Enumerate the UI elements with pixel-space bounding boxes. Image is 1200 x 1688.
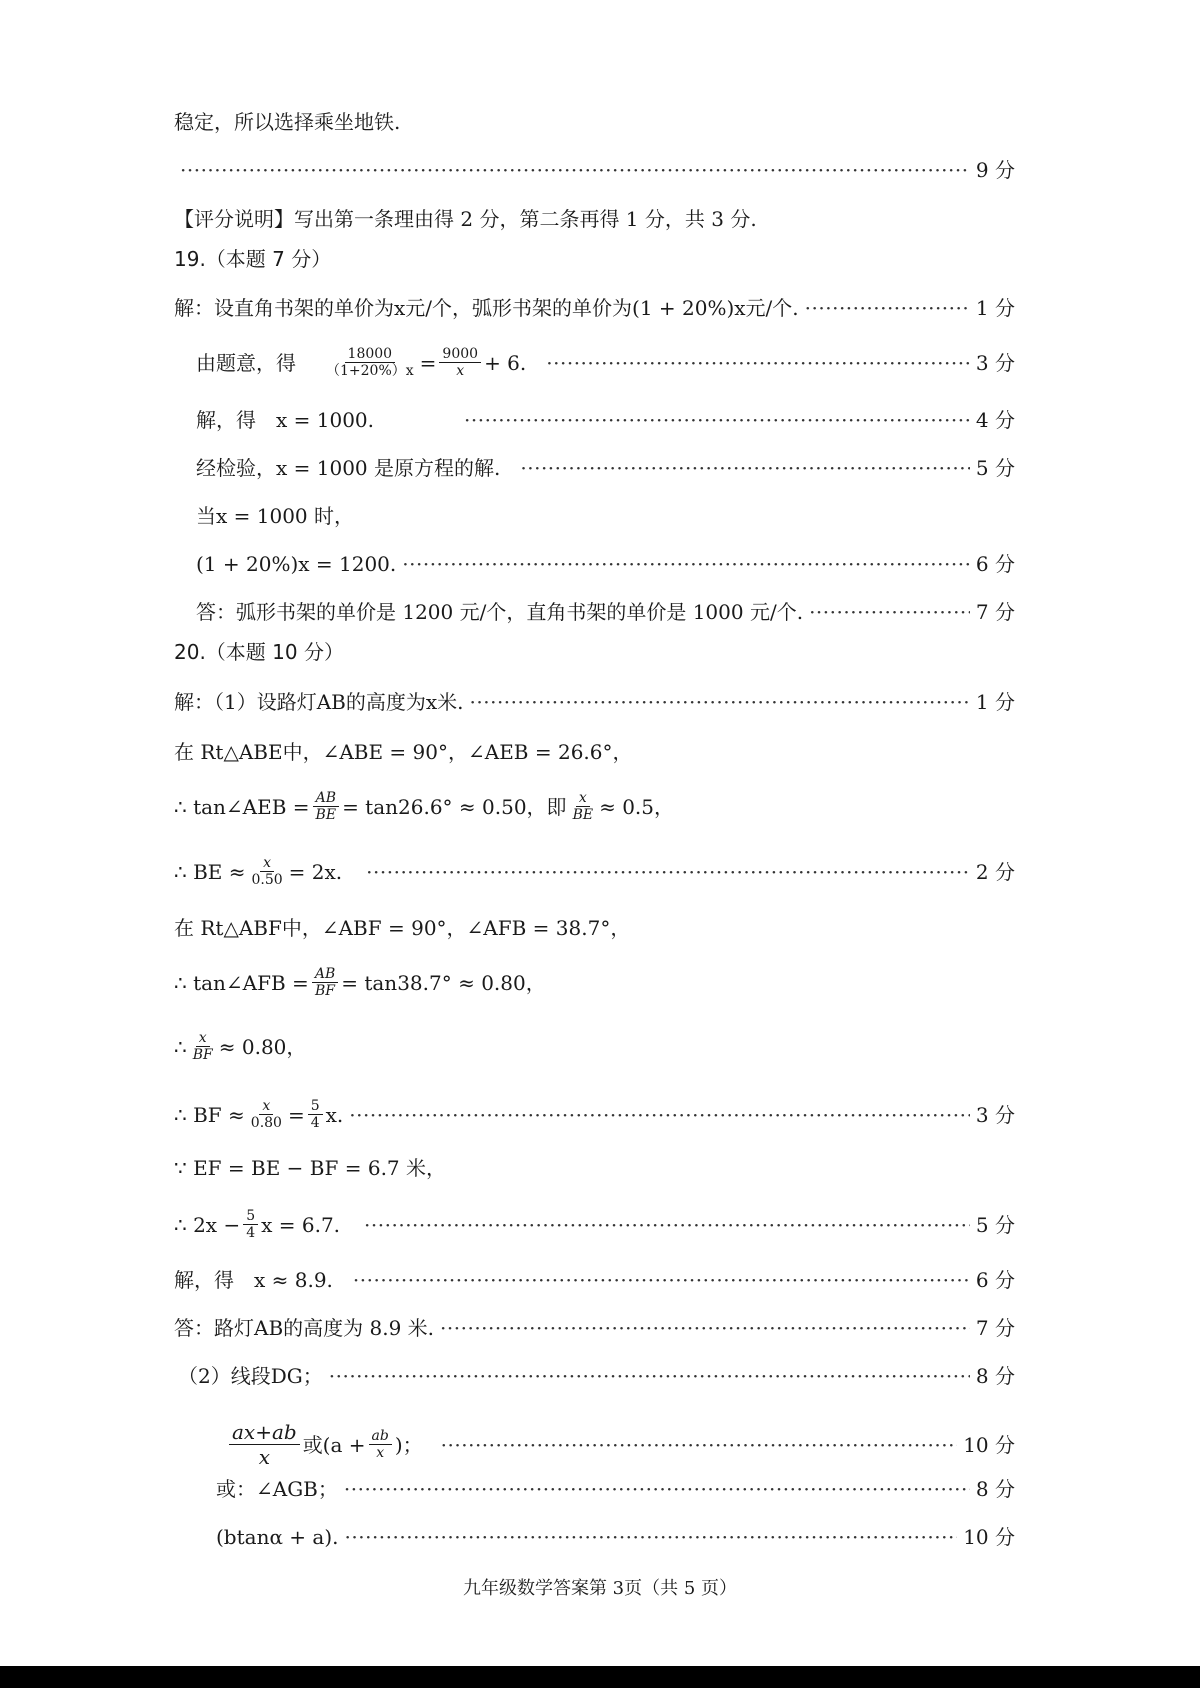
score: 7 分 — [975, 600, 1015, 624]
q20-step-11 — [174, 1266, 1015, 1294]
fraction — [369, 1428, 392, 1461]
step-text: 或：∠AGB； — [216, 1477, 338, 1501]
leader-dots — [470, 688, 970, 716]
leader-dots — [809, 598, 970, 626]
q19-step-5: 当x = 1000 时， — [196, 504, 355, 528]
step-text: 由题意，得 — [196, 350, 296, 375]
step-text: ∴ tan∠AFB = — [174, 970, 309, 995]
leader-dots — [464, 406, 970, 434]
numerator: x — [259, 1098, 273, 1115]
step-text: ∴ 2x − — [174, 1212, 241, 1237]
step-text: （2）线段DG； — [178, 1364, 323, 1388]
score: 8 分 — [975, 1364, 1015, 1388]
step-text: ∴ BF ≈ — [174, 1102, 245, 1127]
q20-answer — [174, 1314, 1015, 1342]
score: 6 分 — [975, 552, 1015, 576]
fraction — [570, 790, 597, 823]
q20-step-8 — [174, 1098, 1015, 1131]
numerator: x — [576, 790, 590, 807]
step-text: )； — [394, 1432, 423, 1457]
denominator: 4 — [310, 1115, 320, 1131]
score: 8 分 — [975, 1477, 1015, 1501]
leader-dots — [345, 1523, 958, 1551]
q20-part2-alt-expr — [216, 1523, 1015, 1551]
leader-dots — [364, 1211, 970, 1239]
q20-step-4 — [174, 855, 1015, 888]
fraction — [313, 790, 340, 823]
question-19-title: 19.（本题 7 分） — [174, 247, 332, 271]
leader-dots — [546, 349, 970, 377]
q20-step-5: 在 Rt△ABF中，∠ABF = 90°，∠AFB = 38.7°， — [174, 916, 631, 940]
denominator: 0.80 — [250, 1115, 282, 1131]
denominator: BF — [315, 983, 336, 999]
q20-step-9: ∵ EF = BE − BF = 6.7 米， — [174, 1156, 447, 1180]
scoring-note: 【评分说明】写出第一条理由得 2 分，第二条再得 1 分，共 3 分. — [174, 207, 757, 231]
step-text: 解，得 x ≈ 8.9. — [174, 1268, 333, 1292]
step-text: ∴ — [174, 1034, 187, 1059]
step-text: 答：弧形书架的单价是 1200 元/个，直角书架的单价是 1000 元/个. — [196, 600, 804, 624]
denominator: x — [456, 363, 465, 379]
bottom-bar — [0, 1666, 1200, 1688]
score: 10 分 — [963, 1432, 1015, 1457]
step-text: 经检验，x = 1000 是原方程的解. — [196, 456, 501, 480]
q20-step-1 — [174, 688, 1015, 716]
step-text: x. — [325, 1102, 344, 1127]
fraction — [249, 855, 286, 888]
fraction — [439, 346, 481, 379]
q19-step-2 — [196, 346, 1015, 379]
q19-step-1 — [174, 294, 1015, 322]
numerator: 9000 — [439, 346, 481, 363]
question-20-title: 20.（本题 10 分） — [174, 640, 344, 664]
leader-dots — [441, 1431, 958, 1459]
numerator: ax+ab — [229, 1420, 300, 1445]
step-text: 解：设直角书架的单价为x元/个，弧形书架的单价为(1 + 20%)x元/个. — [174, 296, 799, 320]
q20-step-3 — [174, 790, 674, 823]
numerator: x — [196, 1030, 210, 1047]
q19-step-3 — [196, 406, 1015, 434]
math-op: = — [419, 350, 437, 375]
denominator: 0.50 — [251, 872, 283, 888]
numerator: 5 — [308, 1098, 323, 1115]
q20-step-6 — [174, 966, 546, 999]
step-text: (btanα + a). — [216, 1525, 339, 1549]
step-text: ∴ BE ≈ — [174, 859, 246, 884]
math-op: + 6. — [484, 350, 527, 375]
score: 9 分 — [975, 158, 1015, 182]
score: 10 分 — [963, 1525, 1015, 1549]
numerator: 18000 — [345, 346, 396, 363]
leader-dots — [329, 1362, 970, 1390]
step-text: 或(a + — [302, 1432, 366, 1457]
q20-step-2: 在 Rt△ABE中，∠ABE = 90°，∠AEB = 26.6°， — [174, 740, 633, 764]
leader-dots — [402, 550, 970, 578]
step-text: 答：路灯AB的高度为 8.9 米. — [174, 1316, 435, 1340]
score: 4 分 — [975, 408, 1015, 432]
page-footer: 九年级数学答案第 3页（共 5 页） — [462, 1578, 738, 1599]
denominator: BF — [192, 1047, 213, 1063]
q20-step-7 — [174, 1030, 306, 1063]
step-text: 解：（1）设路灯AB的高度为x米. — [174, 690, 464, 714]
q20-part2-expr — [226, 1420, 1015, 1469]
q19-step-4 — [196, 454, 1015, 482]
step-text: = tan38.7° ≈ 0.80， — [341, 970, 546, 995]
step-text: ≈ 0.80， — [218, 1034, 307, 1059]
denominator: x — [258, 1445, 270, 1469]
fraction — [312, 966, 338, 999]
fraction — [243, 1208, 258, 1241]
q19-step-6 — [196, 550, 1015, 578]
numerator: AB — [312, 966, 338, 983]
leader-dots — [520, 454, 970, 482]
step-text: = 2x. — [288, 859, 343, 884]
leader-dots — [180, 156, 970, 184]
numerator: 5 — [243, 1208, 258, 1225]
score: 5 分 — [975, 1212, 1015, 1237]
step-text: ≈ 0.5， — [599, 794, 674, 819]
step-text: 解，得 x = 1000. — [196, 408, 375, 432]
text-line: 稳定，所以选择乘坐地铁. — [174, 110, 401, 134]
fraction — [190, 1030, 216, 1063]
q20-part2 — [178, 1362, 1015, 1390]
denominator: BE — [572, 807, 594, 823]
leader-dots — [349, 1101, 970, 1129]
score: 1 分 — [975, 690, 1015, 714]
numerator: AB — [313, 790, 339, 807]
q19-answer — [196, 598, 1015, 626]
step-text: = tan26.6° ≈ 0.50，即 — [342, 794, 567, 819]
numerator: x — [260, 855, 274, 872]
fraction — [229, 1420, 300, 1469]
math-op: = — [287, 1102, 305, 1127]
q20-step-10 — [174, 1208, 1015, 1241]
leader-dots — [353, 1266, 970, 1294]
score-line — [174, 156, 1015, 184]
score: 3 分 — [975, 1102, 1015, 1127]
denominator: BE — [315, 807, 337, 823]
score: 3 分 — [975, 350, 1015, 375]
score: 7 分 — [975, 1316, 1015, 1340]
score: 1 分 — [975, 296, 1015, 320]
leader-dots — [440, 1314, 970, 1342]
leader-dots — [805, 294, 970, 322]
denominator: 4 — [246, 1225, 256, 1241]
fraction — [308, 1098, 323, 1131]
step-text: ∴ tan∠AEB = — [174, 794, 310, 819]
numerator: ab — [369, 1428, 392, 1445]
step-text: (1 + 20%)x = 1200. — [196, 552, 397, 576]
score: 5 分 — [975, 456, 1015, 480]
fraction — [248, 1098, 285, 1131]
leader-dots — [344, 1475, 970, 1503]
denominator: x — [376, 1445, 385, 1461]
q20-part2-alt — [216, 1475, 1015, 1503]
score: 2 分 — [975, 859, 1015, 884]
denominator: （1+20%）x — [326, 363, 414, 379]
leader-dots — [366, 858, 970, 886]
step-text: x = 6.7. — [261, 1212, 341, 1237]
score: 6 分 — [975, 1268, 1015, 1292]
fraction — [323, 346, 417, 379]
